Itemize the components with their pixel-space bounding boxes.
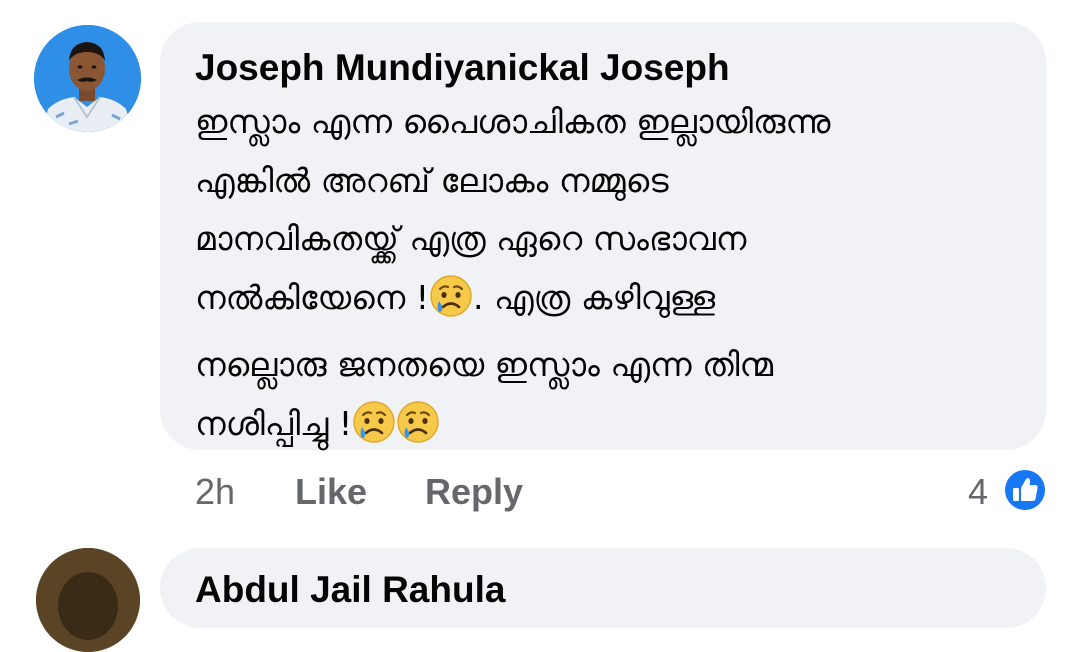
crying-face-emoji-icon (352, 400, 396, 463)
comment-text-line (195, 93, 1012, 152)
comment-text: നല്ലൊരു ജനതയെ ഇസ്ലാം എന്ന തിന്മ (195, 345, 774, 385)
like-button[interactable]: Like (295, 471, 368, 512)
crying-face-emoji-icon (396, 400, 440, 463)
reply-button[interactable]: Reply (425, 471, 524, 512)
comment-author-name[interactable]: Joseph Mundiyanickal Joseph (195, 47, 730, 88)
like-thumb-icon[interactable] (1001, 466, 1049, 514)
crying-face-emoji-icon (429, 274, 473, 337)
comment-bubble (160, 22, 1046, 450)
comment-text: മാനവികതയ്ക്ക് എത്ര ഏറെ സംഭാവന (195, 219, 747, 259)
comment-text-line (195, 152, 1012, 211)
next-comment-author-name[interactable]: Abdul Jail Rahula (195, 569, 506, 610)
comment-text: നൽകിയേനെ ! (195, 277, 429, 317)
comment-text-line (195, 336, 1012, 395)
comment-text: നശിപ്പിച്ചു ! (195, 403, 353, 443)
comment-text-line (195, 269, 1012, 337)
comment-text-line (195, 210, 1012, 269)
next-comment-bubble (160, 548, 1046, 628)
profile-photo (34, 25, 141, 132)
comment-text: എങ്കിൽ അറബ് ലോകം നമ്മുടെ (195, 160, 669, 200)
reaction-count[interactable]: 4 (968, 471, 989, 512)
commenter-avatar[interactable] (34, 25, 141, 132)
comment-text: ഇസ്ലാം എന്ന പൈശാചികത ഇല്ലായിരുന്നു (195, 102, 831, 141)
comment-text-line (195, 395, 1012, 463)
profile-photo (36, 548, 140, 652)
comment-text: . എത്ര കഴിവുള്ള (473, 277, 716, 317)
next-commenter-avatar[interactable] (36, 548, 140, 652)
comment-timestamp[interactable]: 2h (195, 471, 236, 512)
